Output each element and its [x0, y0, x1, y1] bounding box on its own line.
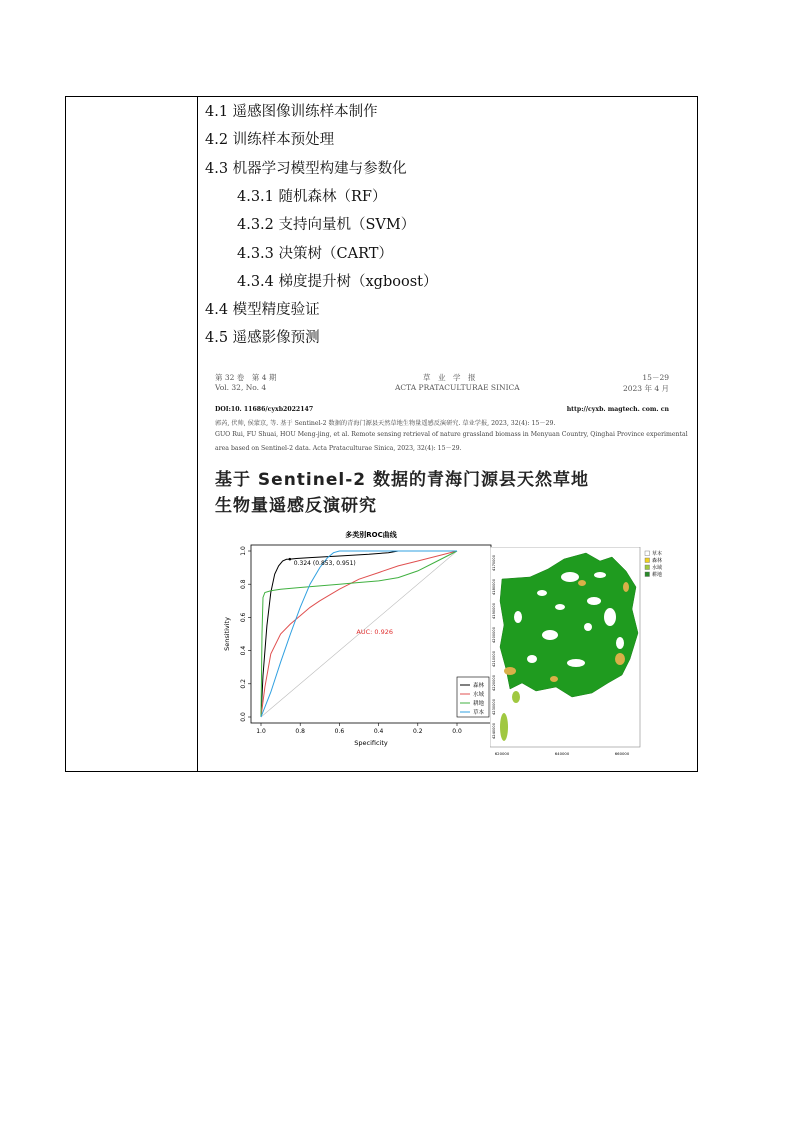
- map-y-tick-label: 4210000: [492, 650, 496, 668]
- legend-label: 水域: [473, 692, 485, 698]
- map-y-tick-label: 4170000: [492, 554, 496, 572]
- issue-date: 2023 年 4 月: [622, 384, 669, 393]
- citation-en-line2: area based on Sentinel-2 data. Acta Prataculturae Sinica, 2023, 32(4): 15－29.: [215, 445, 462, 452]
- legend-label: 森林: [473, 683, 485, 689]
- map-x-tick-label: 620000: [494, 751, 510, 756]
- paper-title-line2: 生物量遥感反演研究: [215, 496, 377, 516]
- herb-patch: [604, 608, 616, 626]
- chart-title: 多类别ROC曲线: [345, 531, 397, 539]
- outline-item: 4.3.1 随机森林（RF）: [237, 188, 387, 205]
- water-patch: [500, 713, 508, 741]
- x-tick-label: 0.0: [452, 728, 462, 735]
- outline-item: 4.3.4 梯度提升树（xgboost）: [237, 273, 438, 290]
- herb-patch: [514, 611, 522, 623]
- citation-en-line1: GUO Rui, FU Shuai, HOU Meng-jing, et al. Remote sensing retrieval of nature grassland biomass in Menyuan Country, Qinghai Province experimental: [215, 431, 688, 438]
- herb-patch: [616, 637, 624, 649]
- forest-patch: [550, 676, 558, 682]
- map-y-tick-label: 4240000: [492, 722, 496, 740]
- map-legend-swatch: [645, 551, 650, 556]
- y-axis-label: Sensitivity: [223, 617, 231, 651]
- water-patch: [512, 691, 520, 703]
- y-tick-label: 0.4: [240, 645, 247, 656]
- outline-item: 4.1 遥感图像训练样本制作: [205, 104, 378, 120]
- x-tick-label: 1.0: [256, 728, 266, 735]
- journal-en: ACTA PRATACULTURAE SINICA: [395, 383, 520, 392]
- map-x-tick-label: 640000: [554, 751, 570, 756]
- herb-patch: [567, 659, 585, 667]
- outline-item: 4.4 模型精度验证: [205, 302, 320, 319]
- volume-en: Vol. 32, No. 4: [215, 383, 267, 392]
- x-tick-label: 0.2: [413, 728, 423, 735]
- journal-cn: 草 业 学 报: [423, 373, 476, 382]
- map-legend-label: 耕地: [652, 572, 663, 578]
- journal-url: http://cyxb. magtech. com. cn: [566, 406, 669, 413]
- x-axis-label: Specificity: [354, 739, 388, 747]
- herb-patch: [594, 572, 606, 578]
- outline-item: 4.3 机器学习模型构建与参数化: [205, 160, 407, 177]
- legend-label: 草本: [473, 710, 485, 716]
- forest-patch: [578, 580, 586, 586]
- herb-patch: [555, 604, 565, 610]
- map-y-tick-label: 4220000: [492, 674, 496, 692]
- outline-item: 4.5 遥感影像预测: [205, 330, 320, 347]
- map-legend-swatch: [645, 558, 650, 563]
- map-legend-label: 草本: [652, 551, 663, 557]
- auc-label: AUC: 0.926: [356, 628, 393, 636]
- map-x-tick-label: 660000: [614, 751, 630, 756]
- y-tick-label: 1.0: [240, 546, 247, 556]
- threshold-point: [289, 558, 292, 561]
- forest-patch: [623, 582, 629, 592]
- x-tick-label: 0.8: [295, 728, 305, 735]
- y-tick-label: 0.0: [240, 712, 247, 722]
- y-tick-label: 0.2: [240, 679, 247, 689]
- page-range: 15－29: [642, 373, 669, 382]
- map-legend-swatch: [645, 572, 650, 577]
- x-tick-label: 0.6: [334, 728, 345, 735]
- herb-patch: [587, 597, 601, 605]
- forest-patch: [615, 653, 625, 665]
- forest-patch: [504, 667, 516, 675]
- map-y-tick-label: 4180000: [492, 578, 496, 596]
- y-tick-label: 0.8: [240, 579, 247, 589]
- map-legend-swatch: [645, 565, 650, 570]
- map-y-tick-label: 4230000: [492, 698, 496, 716]
- herb-patch: [542, 630, 558, 640]
- map-y-tick-label: 4190000: [492, 602, 496, 620]
- classification-map: [490, 547, 680, 769]
- outline-item: 4.3.3 决策树（CART）: [237, 245, 393, 262]
- map-legend-label: 森林: [652, 558, 663, 564]
- legend-label: 耕地: [473, 701, 485, 707]
- outline-item: 4.3.2 支持向量机（SVM）: [237, 217, 416, 234]
- herb-patch: [584, 623, 592, 631]
- table-column-divider: [197, 97, 198, 771]
- y-tick-label: 0.6: [240, 612, 247, 623]
- doi: DOI:10. 11686/cyxb2022147: [215, 406, 314, 413]
- paper-excerpt: [205, 362, 688, 766]
- paper-title-line1: 基于 Sentinel-2 数据的青海门源县天然草地: [215, 470, 590, 490]
- map-y-tick-label: 4200000: [492, 626, 496, 644]
- outline-item: 4.2 训练样本预处理: [205, 132, 335, 149]
- threshold-label: 0.324 (0.853, 0.951): [293, 560, 356, 568]
- citation-cn: 郭芮, 伏帅, 侯蒙京, 等. 基于 Sentinel-2 数据的青海门源县天然草地生物量遥感反演研究. 草业学报, 2023, 32(4): 15－29.: [215, 420, 556, 427]
- herb-patch: [537, 590, 547, 596]
- herb-patch: [527, 655, 537, 663]
- x-tick-label: 0.4: [373, 728, 384, 735]
- roc-chart: [221, 527, 493, 759]
- herb-patch: [561, 572, 579, 582]
- map-legend-label: 水域: [652, 565, 663, 571]
- volume-cn: 第 32 卷 第 4 期: [215, 373, 277, 382]
